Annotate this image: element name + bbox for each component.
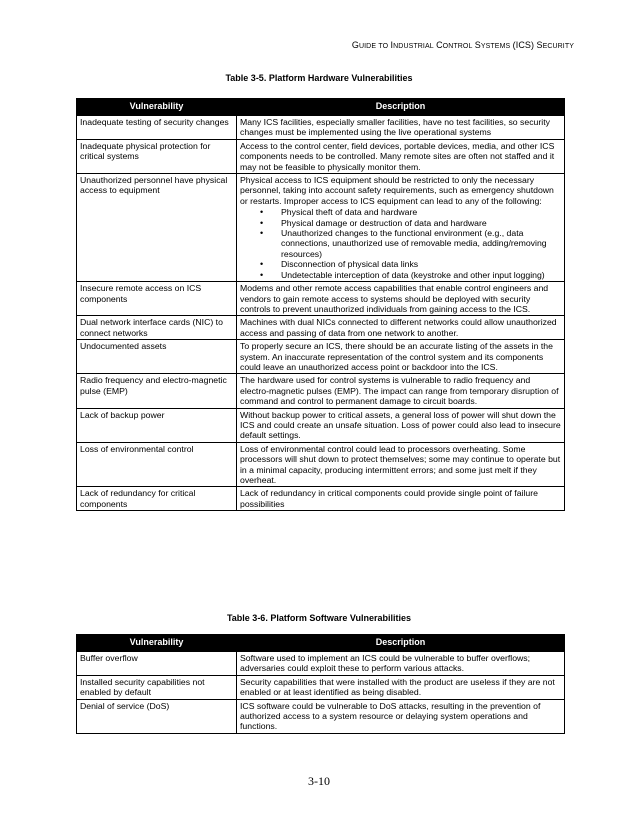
table-row — [77, 442, 565, 487]
table-row — [77, 374, 565, 408]
bullet-item: • Physical theft of data and hardware — [260, 207, 561, 217]
description-text: Without backup power to critical assets, a general loss of power will shut down the ICS and could create an unsafe situation. Loss of power could also lead to insecure default settings. — [240, 409, 561, 441]
description-text: Lack of redundancy in critical components could provide single point of failure possibilities — [240, 488, 538, 509]
description-cell — [237, 282, 565, 316]
description-text: Access to the control center, field devices, portable devices, media, and other ICS components needs to be controlled. Many remote sites are often not staffed and it may not be feasible to physically monitor them. — [240, 140, 555, 172]
table-caption: Table 3-5. Platform Hardware Vulnerabilities — [225, 73, 413, 83]
vulnerability-cell: Installed security capabilities not enabled by default — [77, 675, 237, 699]
description-cell — [237, 699, 565, 733]
description-text: ICS software could be vulnerable to DoS attacks, resulting in the prevention of authorized access to a system resource or delaying system operations and functions. — [240, 700, 541, 732]
description-cell — [237, 487, 565, 511]
vulnerability-cell: Lack of redundancy for critical components — [77, 487, 237, 511]
table-row — [77, 675, 565, 699]
vulnerability-cell: Radio frequency and electro-magnetic pulse (EMP) — [77, 374, 237, 408]
table-row — [77, 116, 565, 140]
page-number: 3-10 — [308, 774, 330, 788]
description-text: The hardware used for control systems is vulnerable to radio frequency and electro-magnetic pulses (EMP). The impact can range from temporary disruption of command and control to permanent damage to circuit boards. — [240, 375, 559, 407]
table-header-row — [77, 99, 565, 116]
table-header-row — [77, 635, 565, 652]
description-cell — [237, 652, 565, 676]
vulnerability-cell: Dual network interface cards (NIC) to connect networks — [77, 316, 237, 340]
description-text: Loss of environmental control could lead to processors overheating. Some processors will shut down to protect themselves; some may continue to operate but in a minimal capacity, producing intermittent errors; and some just melt if they overheat. — [240, 443, 561, 485]
description-cell — [237, 116, 565, 140]
description-text: Physical access to ICS equipment should be restricted to only the necessary personnel, taking into account safety requirements, such as emergency shutdown or restarts. Improper access to ICS equipment can lead to any of the following: — [240, 175, 554, 206]
description-cell — [237, 316, 565, 340]
description-cell — [237, 340, 565, 374]
description-text: Many ICS facilities, especially smaller facilities, have no test facilities, so security changes must be implemented using the live operational systems — [240, 117, 550, 138]
vulnerability-cell: Insecure remote access on ICS components — [77, 282, 237, 316]
vulnerability-cell: Unauthorized personnel have physical access to equipment — [77, 174, 237, 282]
table-caption: Table 3-6. Platform Software Vulnerabilities — [226, 613, 412, 623]
table-row — [77, 699, 565, 733]
running-head: GUIDE TO INDUSTRIAL CONTROL SYSTEMS (ICS) SECURITY — [351, 40, 574, 50]
description-cell — [237, 174, 565, 282]
description-cell — [237, 139, 565, 173]
bullet-item: • Disconnection of physical data links — [260, 259, 561, 269]
vulnerability-cell: Inadequate testing of security changes — [77, 116, 237, 140]
table-row — [77, 487, 565, 511]
description-text: Modems and other remote access capabilities that enable control engineers and vendors to gain remote access to systems should be deployed with security controls to prevent unauthorized individuals from gaining access to the ICS. — [240, 283, 549, 314]
bullet-item: • Physical damage or destruction of data and hardware — [260, 218, 561, 228]
vulnerability-cell: Loss of environmental control — [77, 442, 237, 487]
description-text: Security capabilities that were installed with the product are useless if they are not enabled or at least identified as being disabled. — [240, 676, 555, 698]
table-row — [77, 408, 565, 442]
vulnerability-cell: Inadequate physical protection for critical systems — [77, 139, 237, 173]
description-cell — [237, 675, 565, 699]
bullet-list — [240, 207, 561, 280]
bullet-item: • Undetectable interception of data (keystroke and other input logging) — [260, 270, 561, 280]
table-row — [77, 316, 565, 340]
description-text: Machines with dual NICs connected to different networks could allow unauthorized access and passing of data from one network to another. — [240, 317, 557, 338]
vulnerability-cell: Lack of backup power — [77, 408, 237, 442]
software-vulnerabilities-table — [76, 634, 565, 734]
description-text: To properly secure an ICS, there should be an accurate listing of the assets in the system. An inaccurate representation of the control system and its components could leave an unauthorized access point or backdoor into the ICS. — [240, 341, 553, 372]
header-description: Description — [237, 635, 565, 652]
vulnerability-cell: Denial of service (DoS) — [77, 699, 237, 733]
table-row — [77, 139, 565, 173]
vulnerability-cell: Buffer overflow — [77, 652, 237, 676]
bullet-item: • Unauthorized changes to the functional environment (e.g., data connections, unauthorized use of removable media, adding/removing resources) — [260, 228, 561, 259]
table-row — [77, 282, 565, 316]
header-vulnerability: Vulnerability — [77, 635, 237, 652]
table-row — [77, 652, 565, 676]
description-cell — [237, 374, 565, 408]
header-description: Description — [237, 99, 565, 116]
header-vulnerability: Vulnerability — [77, 99, 237, 116]
description-text: Software used to implement an ICS could be vulnerable to buffer overflows; adversaries could exploit these to perform various attacks. — [240, 653, 531, 674]
vulnerability-cell: Undocumented assets — [77, 340, 237, 374]
table-row — [77, 340, 565, 374]
description-cell — [237, 408, 565, 442]
hardware-vulnerabilities-table — [76, 98, 565, 511]
table-row — [77, 174, 565, 282]
description-cell — [237, 442, 565, 487]
